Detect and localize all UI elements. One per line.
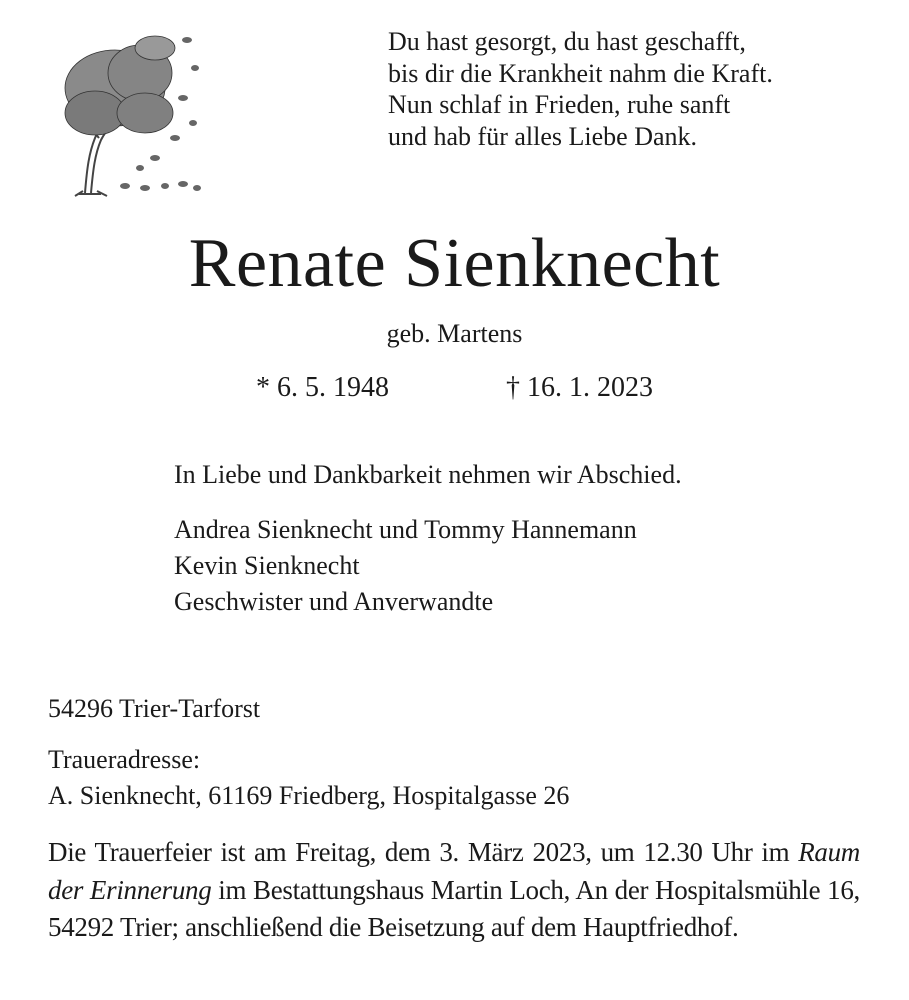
- mourner: Kevin Sienknecht: [174, 551, 360, 580]
- verse-line: bis dir die Krankheit nahm die Kraft.: [388, 58, 773, 88]
- life-dates: [256, 370, 653, 406]
- service-text-1: Die Trauerfeier ist am Freitag, dem 3. März 2023, um 12.30 Uhr im: [48, 837, 799, 867]
- mourners-list: [174, 512, 637, 620]
- mourning-address: [48, 742, 569, 814]
- service-text-2: im Bestattungshaus Martin Loch, An der Hospitalsmühle 16, 54292 Trier; anschließend die Beisetzung auf dem Hauptfriedhof.: [48, 874, 860, 942]
- mourning-address-label: Traueradresse:: [48, 745, 201, 774]
- mourning-address-value: A. Sienknecht, 61169 Friedberg, Hospitalgasse 26: [48, 781, 570, 810]
- tree-in-wind-icon: [55, 28, 205, 198]
- verse-line: Du hast gesorgt, du hast geschafft,: [388, 27, 746, 56]
- service-venue-room: Raum der Erinnerung: [48, 837, 860, 905]
- death-date: † 16. 1. 2023: [506, 372, 653, 403]
- residence-place: 54296 Trier-Tarforst: [48, 694, 261, 723]
- farewell-statement: In Liebe und Dankbarkeit nehmen wir Abschied.: [174, 460, 682, 489]
- deceased-name: Renate Sienknecht: [188, 225, 721, 302]
- maiden-name: geb. Martens: [386, 319, 523, 348]
- funeral-service-info: [48, 834, 860, 947]
- verse-line: und hab für alles Liebe Dank.: [388, 121, 698, 151]
- memorial-verse: [388, 26, 773, 152]
- mourner: Geschwister und Anverwandte: [174, 587, 494, 616]
- birth-date: * 6. 5. 1948: [256, 372, 389, 403]
- verse-line: Nun schlaf in Frieden, ruhe sanft: [388, 90, 731, 119]
- mourner: Andrea Sienknecht und Tommy Hannemann: [174, 515, 637, 544]
